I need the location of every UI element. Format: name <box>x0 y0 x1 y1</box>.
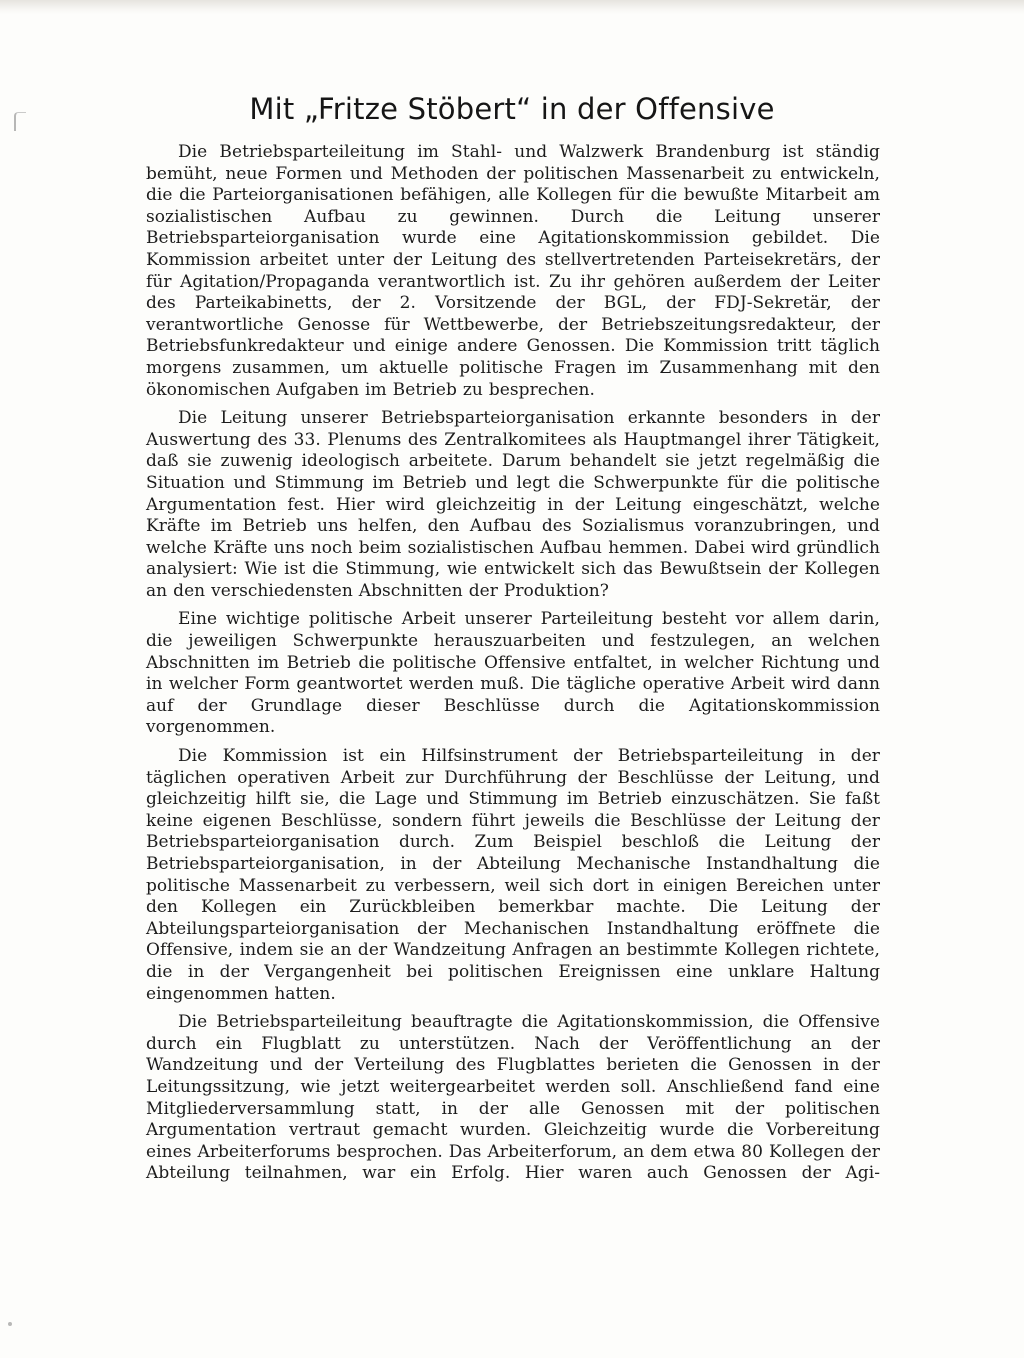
article-body <box>146 142 880 1192</box>
paragraph: Die Kommission ist ein Hilfsinstrument der Betriebsparteileitung in der täglichen operativen Arbeit zur Durchführung der Beschlüsse der Leitung, und gleichzeitig hilft sie, die Lage und Stimmung im Betrieb einzuschätzen. Sie faßt keine eigenen Beschlüsse, sondern führt jeweils die Beschlüsse der Leitung der Betriebsparteiorganisation durch. Zum Beispiel beschloß die Leitung der Betriebsparteiorganisation, in der Abteilung Mechanische Instandhaltung die politische Massenarbeit zu verbessern, weil sich dort in einigen Bereichen unter den Kollegen ein Zurückbleiben bemerkbar machte. Die Leitung der Abteilungsparteiorganisation der Mechanischen Instandhaltung eröffnete die Offensive, indem sie an der Wandzeitung Anfragen an bestimmte Kollegen richtete, die in der Vergangenheit bei politischen Ereignissen eine unklare Haltung eingenommen hatten. <box>146 746 880 1004</box>
paragraph: Die Leitung unserer Betriebsparteiorganisation erkannte besonders in der Auswertung des 33. Plenums des Zentralkomitees als Hauptmangel ihrer Tätigkeit, daß sie zuwenig ideologisch arbeitete. Darum behandelt sie jetzt regelmäßig die Situation und Stimmung im Betrieb und legt die Schwerpunkte für die politische Argumentation fest. Hier wird gleichzeitig in der Leitung eingeschätzt, welche Kräfte im Betrieb uns helfen, den Aufbau des Sozialismus voranzubringen, und welche Kräfte uns noch beim sozialistischen Aufbau hemmen. Dabei wird gründlich analysiert: Wie ist die Stimmung, wie entwickelt sich das Bewußtsein der Kollegen an den verschiedensten Abschnitten der Produktion? <box>146 408 880 601</box>
article-title: Mit „Fritze Stöbert“ in der Offensive <box>249 92 775 126</box>
paragraph: Die Betriebsparteileitung im Stahl- und Walzwerk Brandenburg ist ständig bemüht, neue Formen und Methoden der politischen Massenarbeit zu entwickeln, die die Parteiorganisationen befähigen, alle Kollegen für die bewußte Mitarbeit am sozialistischen Aufbau zu gewinnen. Durch die Leitung unserer Betriebsparteiorganisation wurde eine Agitationskommission gebildet. Die Kommission arbeitet unter der Leitung des stellvertretenden Parteisekretärs, der für Agitation/Propaganda verantwortlich ist. Zu ihr gehören außerdem der Leiter des Parteikabinetts, der 2. Vorsitzende der BGL, der FDJ-Sekretär, der verantwortliche Genosse für Wettbewerbe, der Betriebszeitungsredakteur, der Betriebsfunkredakteur und einige andere Genossen. Die Kommission tritt täglich morgens zusammen, um aktuelle politische Fragen im Zusammenhang mit den ökonomischen Aufgaben im Betrieb zu besprechen. <box>146 142 880 400</box>
scan-artifact <box>14 112 26 131</box>
scan-artifact <box>8 1322 12 1326</box>
scan-edge <box>0 0 1024 14</box>
paragraph: Eine wichtige politische Arbeit unserer Parteileitung besteht vor allem darin, die jeweiligen Schwerpunkte herauszuarbeiten und festzulegen, an welchen Abschnitten im Betrieb die politische Offensive entfaltet, in welcher Richtung und in welcher Form geantwortet werden muß. Die tägliche operative Arbeit wird dann auf der Grundlage dieser Beschlüsse durch die Agitationskommission vorgenommen. <box>146 609 880 738</box>
paragraph: Die Betriebsparteileitung beauftragte die Agitationskommission, die Offensive durch ein Flugblatt zu unterstützen. Nach der Veröffentlichung an der Wandzeitung und der Verteilung des Flugblattes berieten die Genossen in der Leitungssitzung, wie jetzt weitergearbeitet werden soll. Anschließend fand eine Mitgliederversammlung statt, in der alle Genossen mit der politischen Argumentation vertraut gemacht wurden. Gleichzeitig wurde die Vorbereitung eines Arbeiterforums besprochen. Das Arbeiterforum, an dem etwa 80 Kollegen der Abteilung teilnahmen, war ein Erfolg. Hier waren auch Genossen der Agi- <box>146 1012 880 1184</box>
